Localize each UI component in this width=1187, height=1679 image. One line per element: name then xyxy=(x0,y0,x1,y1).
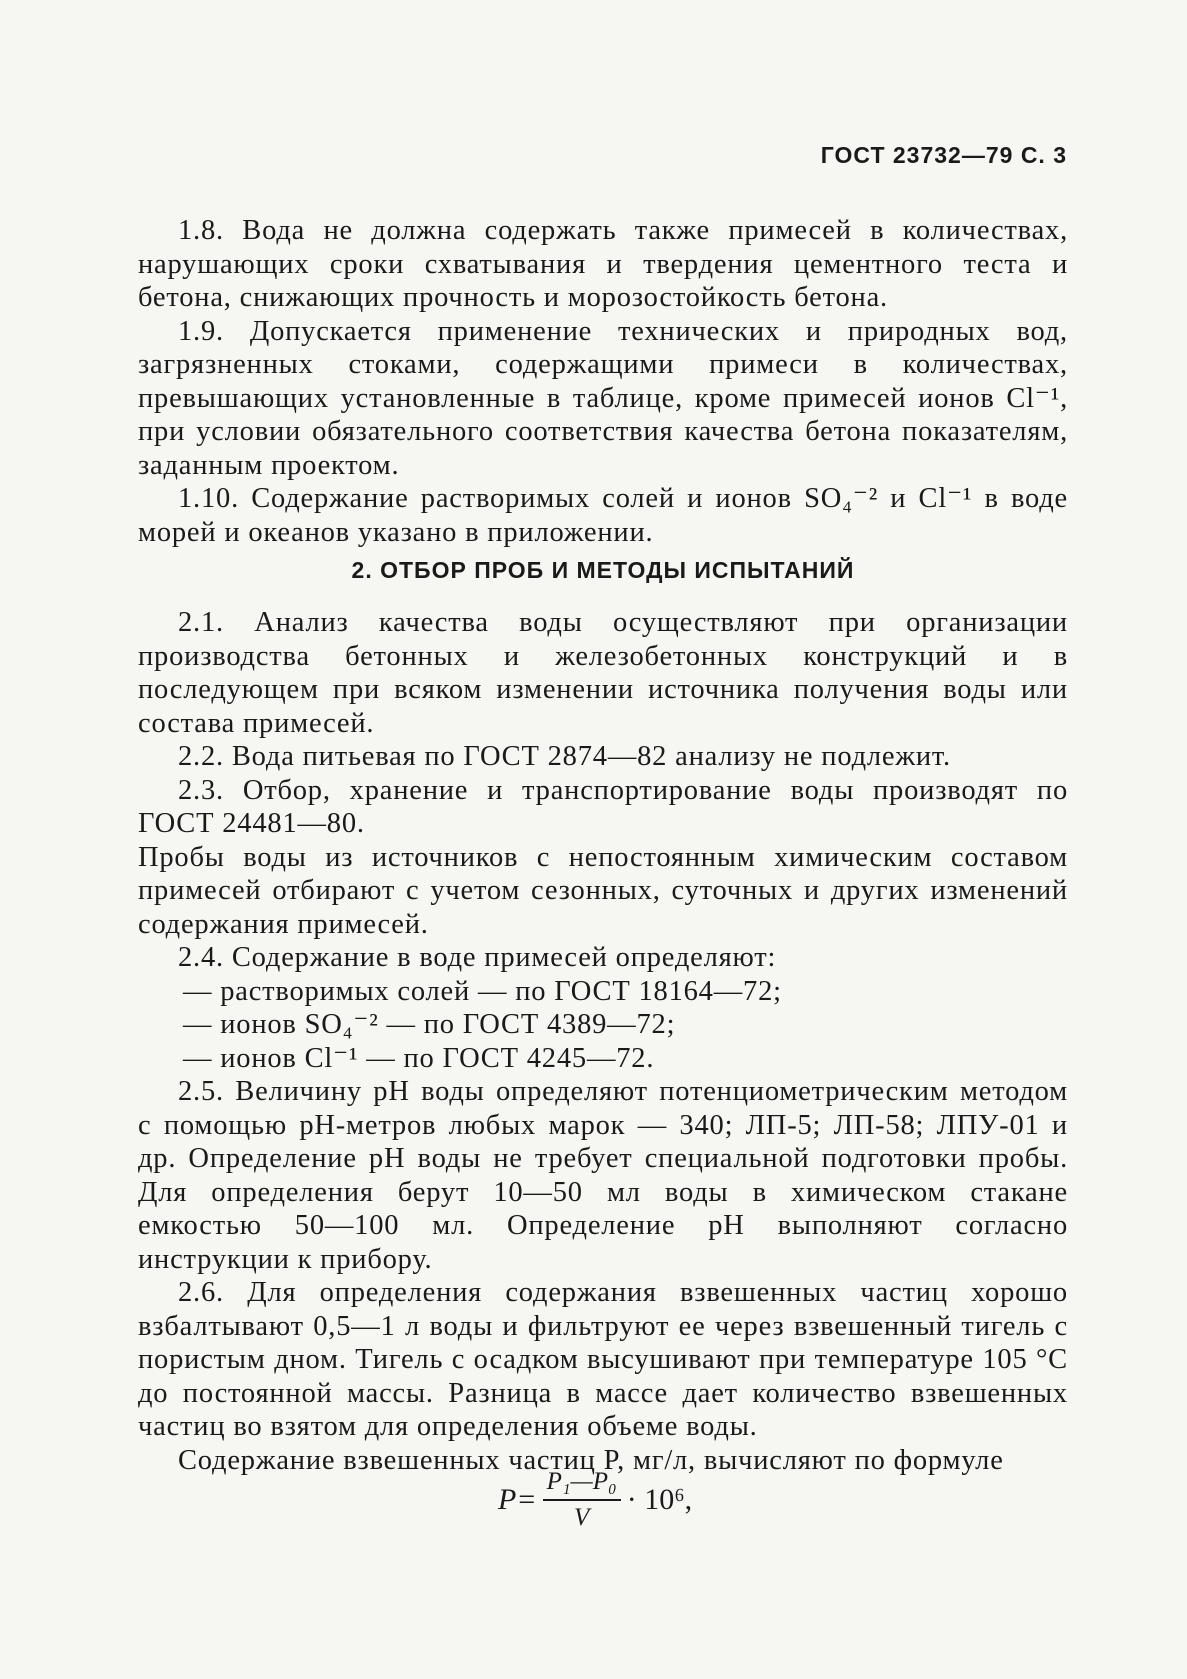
formula-denominator: V xyxy=(574,1504,590,1531)
section-2-body xyxy=(138,606,1068,1477)
list-item-chloride: — ионов Cl⁻¹ — по ГОСТ 4245—72. xyxy=(183,1042,655,1074)
formula-fraction xyxy=(543,1468,621,1532)
clause-2-4: 2.4. Содержание в воде примесей определяют: xyxy=(178,942,777,973)
clause-2-2: 2.2. Вода питьевая по ГОСТ 2874—82 анализу не подлежит. xyxy=(178,741,951,772)
clause-2-5: 2.5. Величину pH воды определяют потенциометрическим методом с помощью pH-метров любых марок — 340; ЛП-5; ЛП-58; ЛПУ-01 и др. Определение pH воды не требует специальной подготовки пробы. Для определения берут 10—50 мл воды в химическом стакане емкостью 50—100 мл. Определение pH выполняют согласно инструкции к прибору. xyxy=(138,1076,1068,1275)
suspended-particles-formula xyxy=(498,1468,692,1532)
section-2-title: 2. ОТБОР ПРОБ И МЕТОДЫ ИСПЫТАНИЙ xyxy=(351,557,855,583)
clause-2-6: 2.6. Для определения содержания взвешенных частиц хорошо взбалтывают 0,5—1 л воды и фильтруют ее через взвешенный тигель с пористым дном. Тигель с осадком высушивают при температуре 105 °C до постоянной массы. Разница в массе дает количество взвешенных частиц во взятом для определения объеме воды. xyxy=(138,1277,1068,1442)
formula-intro: Содержание взвешенных частиц P, мг/л, вычисляют по формуле xyxy=(178,1444,1004,1476)
clause-1-9: 1.9. Допускается применение технических и природных вод, загрязненных стоками, содержащими примеси в количествах, превышающих установленные в таблице, кроме примесей ионов Cl⁻¹, при условии обязательного соответствия качества бетона показателям, заданным проектом. xyxy=(138,315,1068,481)
formula-numerator: P₁—P₀ xyxy=(543,1468,621,1501)
formula-lhs: P= xyxy=(498,1483,537,1516)
list-item-sulfate: — ионов SO₄⁻² — по ГОСТ 4389—72; xyxy=(183,1009,676,1040)
clause-2-3-note: Пробы воды из источников с непостоянным химическим составом примесей отбирают с учетом сезонных, суточных и других изменений содержания примесей. xyxy=(138,841,1068,940)
formula-multiplier: · 10⁶, xyxy=(626,1483,693,1516)
section-1-tail xyxy=(138,214,1068,549)
running-header: ГОСТ 23732—79 С. 3 xyxy=(820,142,1067,168)
clause-2-3: 2.3. Отбор, хранение и транспортирование воды производят по ГОСТ 24481—80. xyxy=(138,774,1068,839)
clause-1-10: 1.10. Содержание растворимых солей и ионов SO₄⁻² и Cl⁻¹ в воде морей и океанов указано в приложении. xyxy=(138,483,1068,548)
clause-2-1: 2.1. Анализ качества воды осуществляют при организации производства бетонных и железобетонных конструкций и в последующем при всяком изменении источника получения воды или состава примесей. xyxy=(138,607,1068,739)
clause-1-8: 1.8. Вода не должна содержать также примесей в количествах, нарушающих сроки схватывания и твердения цементного теста и бетона, снижающих прочность и морозостойкость бетона. xyxy=(138,215,1068,313)
list-item-salts: — растворимых солей — по ГОСТ 18164—72; xyxy=(183,975,782,1007)
